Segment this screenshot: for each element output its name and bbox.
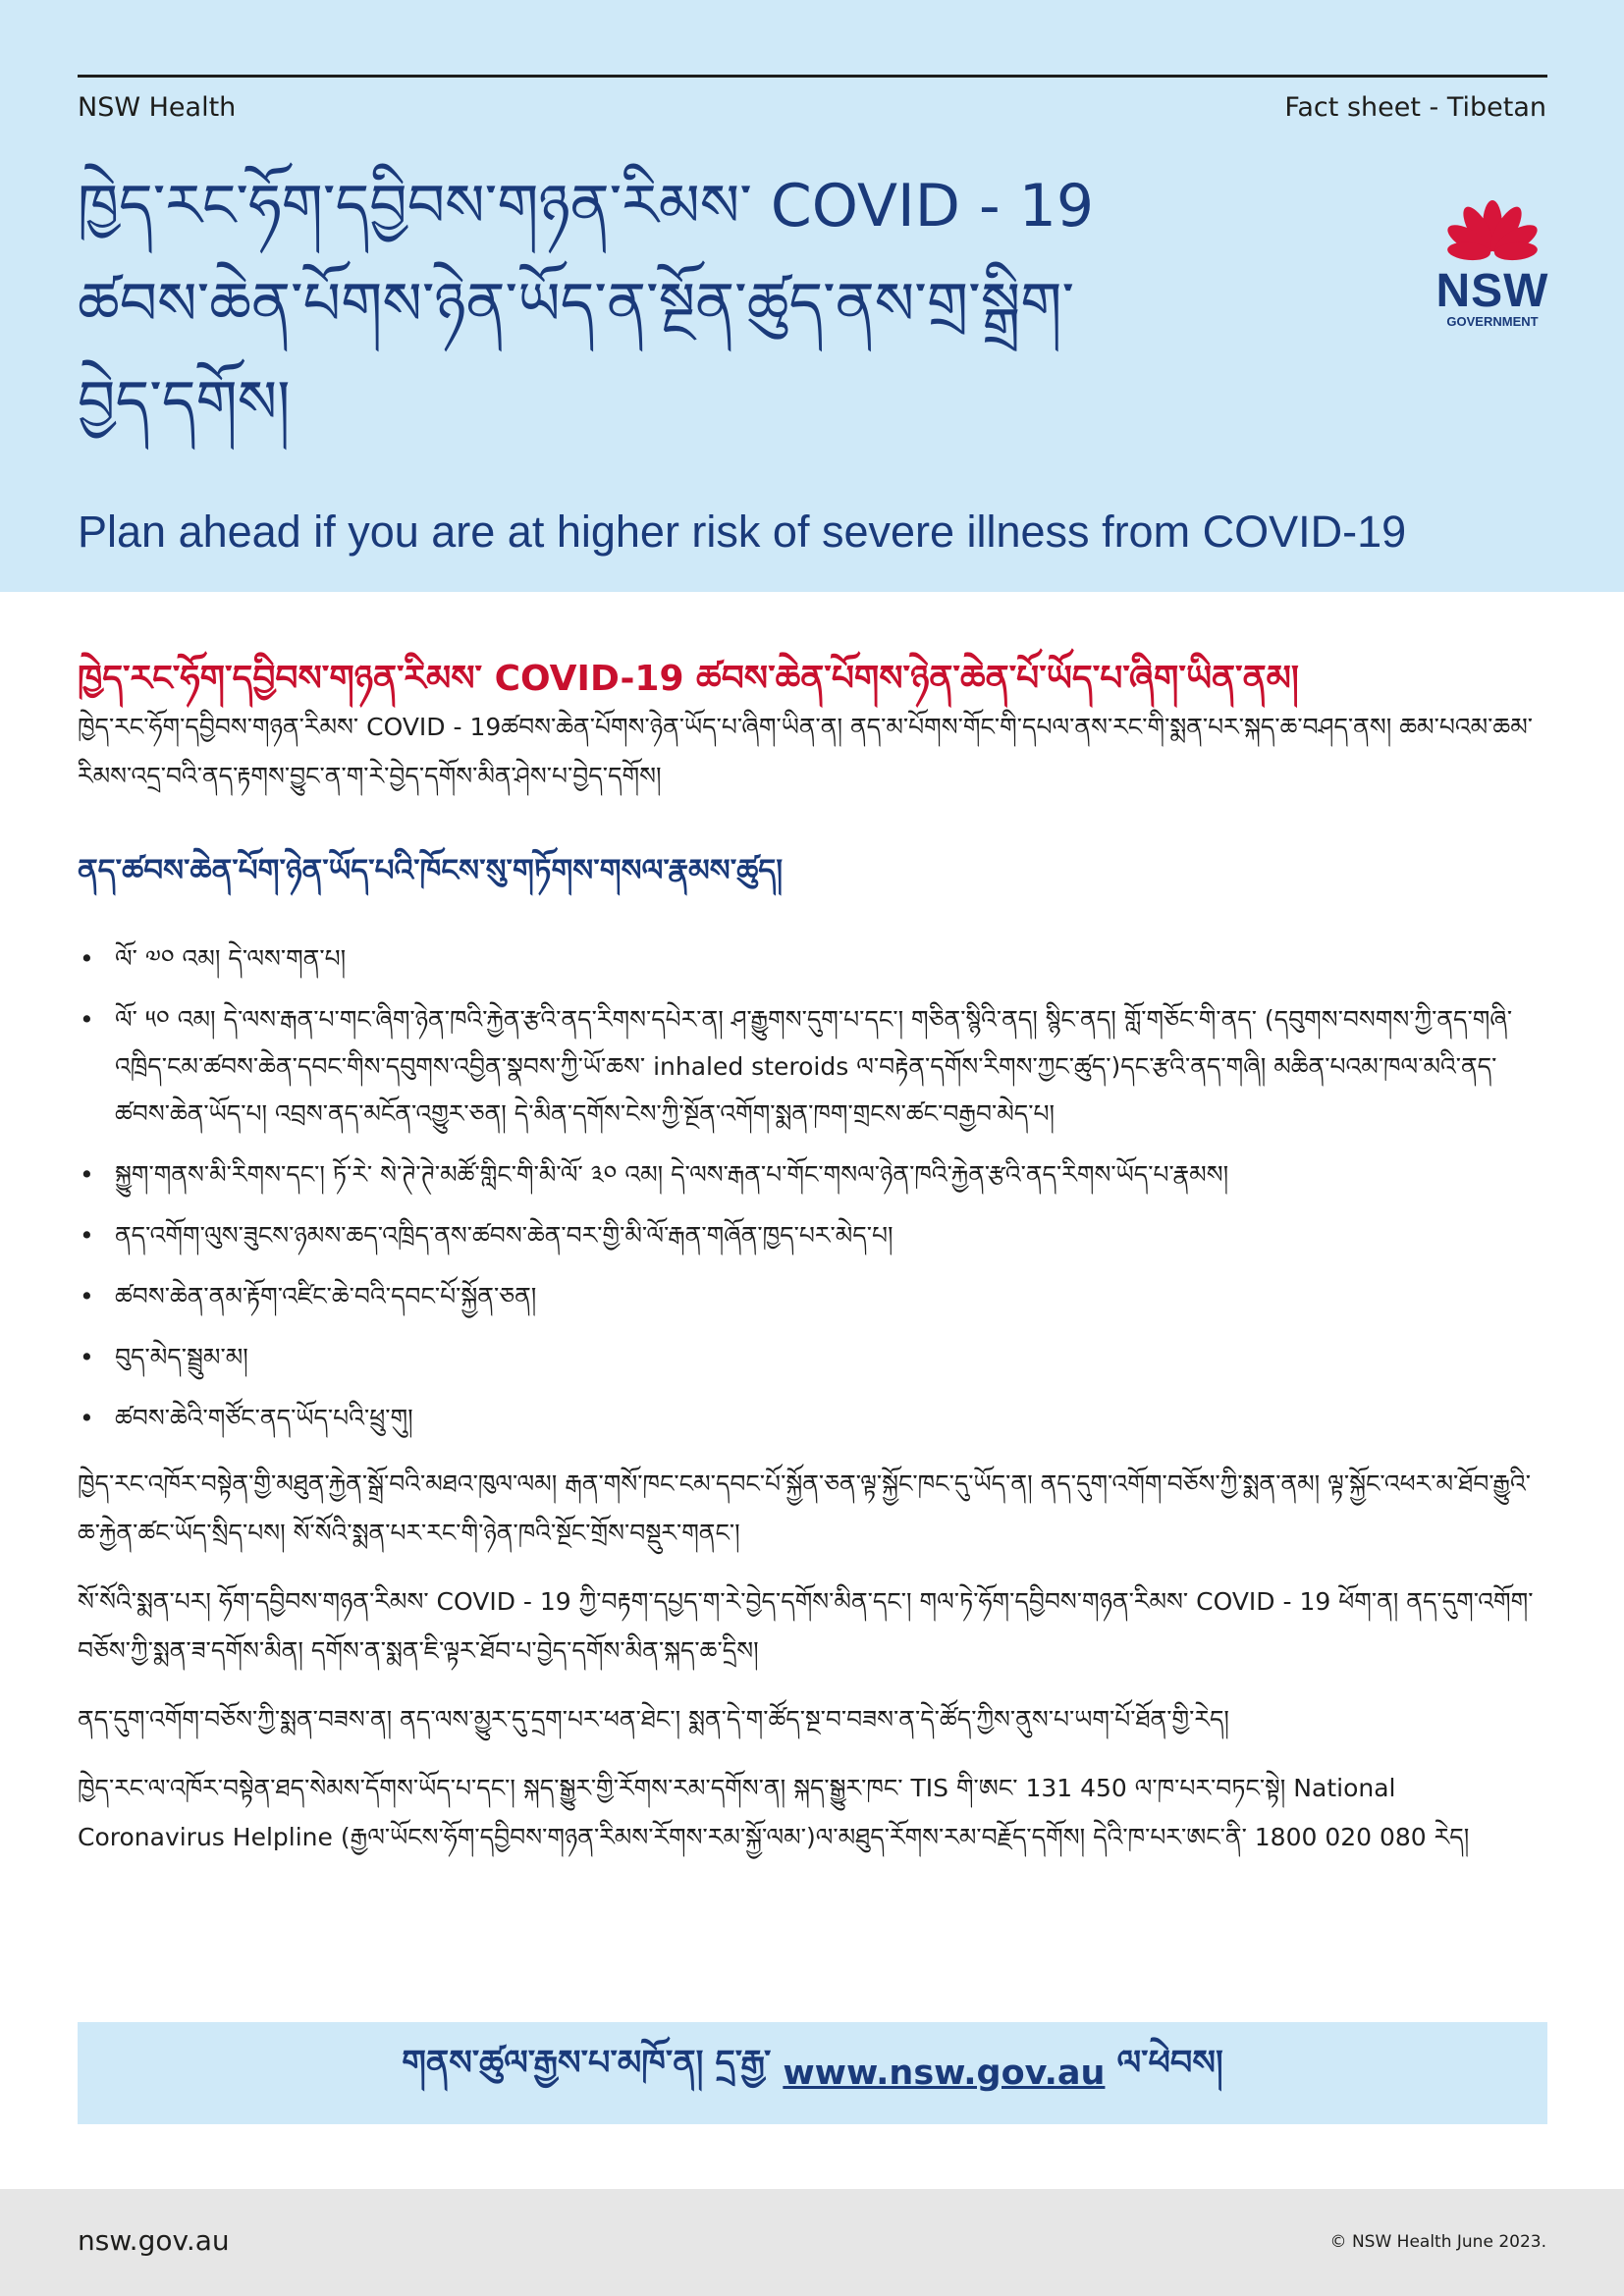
intro-paragraph: ཁྱེད་རང་ཧོག་དབྱིབས་གཉན་རིམས་ COVID - 19ཚབས་ཆེན་པོགས་ཉེན་ཡོད་པ་ཞིག་ཡིན་ན། ནད་མ་པོགས་གོང་གི་དཔལ་ནས་རང་གི་སྨན་པར་སྐད་ཆ་བཤད་ནས། ཆམ་པའམ་ཆམ་རིམས་འདྲ་བའི་ནད་རྟགས་བྱུང་ན་ག་རེ་བྱེད་དགོས་མིན་ཤེས་པ་བྱེད་དགོས། (78, 713, 1533, 790)
list-item: • ལོ་ ༧༠ འམ། དེ་ལས་གན་པ། (78, 935, 1547, 983)
logo-wordmark: NSW (1435, 265, 1549, 317)
info-prefix: གནས་ཚུལ་རྒྱས་པ་མཁོ་ན། དྲ་རྒྱ་ (402, 2044, 772, 2083)
help-paragraph: ཁྱེད་རང་ལ་འཁོར་བསྟེན་ཐད་སེམས་དོགས་ཡོད་པ་དང་། སྐད་སྒྱུར་གྱི་རོགས་རམ་དགོས་ན། སྐད་སྒྱུར་ཁང་ TIS གི་ཨང་ 131 450 ལ་ཁ་པར་བཏང་སྟེ། National Coronavirus Helpline (རྒྱལ་ཡོངས་ཧོག་དབྱིབས་གཉན་རིམས་རོགས་རམ་སྐྱོ་ལམ་)ལ་མཐུད་རོགས་རམ་བརྗོད་དགོས། དེའི་ཁ་པར་ཨང་ནི་ 1800 020 080 རེད། (78, 1774, 1470, 1851)
footer-site-link[interactable]: nsw.gov.au (78, 2224, 230, 2257)
page-title (78, 157, 1354, 452)
footer (0, 2189, 1624, 2296)
info-suffix: ལ་ཕེབས། (1116, 2044, 1223, 2083)
list-item: • ཚབས་ཆེའི་གཙོང་ནད་ཡོད་པའི་ཕྲུ་གུ། (78, 1395, 1547, 1442)
title-line-2: ཚབས་ཆེན་པོགས་ཉེན་ཡོད་ན་སྔོན་ཚུད་ནས་གྲ་སྒྲིག་ (78, 270, 1075, 339)
waratah-icon (1434, 196, 1551, 267)
care-paragraph: ཁྱེད་རང་འཁོར་བསྟེན་གྱི་མཐུན་རྐྱེན་སྒྲོ་བའི་མཐའ་ཁུལ་ལམ། རྒན་གསོ་ཁང་ངམ་དབང་པོ་སྐྱོན་ཅན་ལྟ་སྐྱོང་ཁང་དུ་ཡོད་ན། ནད་དུག་འགོག་བཅོས་ཀྱི་སྨན་ནམ། ལྟ་སྐྱོང་འཕར་མ་ཐོབ་རྒྱུའི་ཆ་རྐྱེན་ཚང་ཡོད་སྲིད་པས། སོ་སོའི་སྨན་པར་རང་གི་ཉེན་ཁའི་སྔོང་གྲོས་བསྡུར་གནང་། (78, 1469, 1531, 1547)
risk-groups-list (78, 935, 1547, 1442)
main-content (78, 703, 1547, 1882)
list-item: • བུད་མེད་སྦྲུམ་མ། (78, 1334, 1547, 1381)
section-heading: ཁྱེད་རང་ཧོག་དབྱིབས་གཉན་རིམས་ COVID-19 ཚབས་ཆེན་པོགས་ཉེན་ཆེན་པོ་ཡོད་པ་ཞིག་ཡིན་ནམ། (78, 659, 1299, 699)
prescribe-paragraph: ནད་དུག་འགོག་བཅོས་ཀྱི་སྨན་བཟས་ན། ནད་ལས་མྱུར་དུ་དྲག་པར་ཕན་ཐེང་། སྨན་དེ་ག་ཚོད་སྔ་བ་བཟས་ན་དེ་ཚོད་ཀྱིས་ནུས་པ་ཡག་པོ་ཐོན་གྱི་རེད། (78, 1705, 1229, 1734)
list-item: • སྐྱུག་གནས་མི་རིགས་དང་། ཏོ་རེ་ སེ་ཊེ་ཊེ་མཚོ་གླིང་གི་མི་ལོ་ ༣༠ འམ། དེ་ལས་རྒན་པ་གོང་གསལ་ཉེན་ཁའི་རྐྱེན་རྩའི་ནད་རིགས་ཡོད་པ་རྣམས། (78, 1151, 1547, 1199)
page-subtitle: Plan ahead if you are at higher risk of severe illness from COVID-19 (78, 507, 1407, 557)
list-item: • ཚབས་ཆེན་ནམ་རྟོག་འཛིང་ཆེ་བའི་དབང་པོ་སྐྱོན་ཅན། (78, 1273, 1547, 1320)
title-line-3: བྱེད་དགོས། (78, 368, 291, 437)
nsw-website-link[interactable]: www.nsw.gov.au (783, 2054, 1106, 2093)
list-item: • ནད་འགོག་ལུས་ཟུངས་ཉམས་ཆད་འཁྲིད་ནས་ཚབས་ཆེན་བར་གྱི་མི་ལོ་རྒན་གཞོན་ཁྱད་པར་མེད་པ། (78, 1212, 1547, 1259)
logo-subtext: GOVERNMENT (1446, 314, 1539, 329)
top-rule (78, 75, 1547, 78)
more-info-box (78, 2022, 1547, 2124)
risk-groups-heading: ནད་ཚབས་ཆེན་པོག་ཉེན་ཡོད་པའི་ཁོངས་སུ་གཏོགས་གསལ་རྣམས་ཚུད། (78, 853, 784, 888)
footer-copyright: © NSW Health June 2023. (1329, 2232, 1546, 2252)
header-banner (0, 0, 1624, 592)
doctor-paragraph: སོ་སོའི་སྨན་པར། ཧོག་དབྱིབས་གཉན་རིམས་ COVID - 19 ཀྱི་བརྟག་དཔྱད་ག་རེ་བྱེད་དགོས་མིན་དང་། གལ་ཏེ་ཧོག་དབྱིབས་གཉན་རིམས་ COVID - 19 ཕོག་ན། ནད་དུག་འགོག་བཅོས་ཀྱི་སྨན་ཟ་དགོས་མིན། དགོས་ན་སྨན་ཇི་ལྟར་ཐོབ་པ་བྱེད་དགོས་མིན་སྐད་ཆ་དྲིས། (78, 1587, 1534, 1665)
org-name: NSW Health (78, 92, 237, 123)
title-line-1: ཁྱེད་རང་ཧོག་དབྱིབས་གཉན་རིམས་ COVID - 19 (78, 172, 1095, 240)
list-item: • ལོ་ ༥༠ འམ། དེ་ལས་རྒན་པ་གང་ཞིག་ཉེན་ཁའི་རྐྱེན་རྩའི་ནད་རིགས་དཔེར་ན། ཤ་རྒྱུགས་དུག་པ་དང་། གཅིན་སྙིའི་ནད། སྙིང་ནད། གློ་གཅོང་གི་ནད་ (དབུགས་བསགས་ཀྱི་ནད་གཞི་འཁྲིད་ངམ་ཚབས་ཆེན་དབང་གིས་དབུགས་འབྱིན་སྣབས་ཀྱི་ཡོ་ཆས་ inhaled steroids ལ་བརྟེན་དགོས་རིགས་ཀྱང་ཚུད་)དང་རྩའི་ནད་གཞི། མཆིན་པའམ་ཁལ་མའི་ནད་ཚབས་ཆེན་ཡོད་པ། འབྲས་ནད་མངོན་འགྱུར་ཅན། དེ་མིན་དགོས་ངེས་ཀྱི་སྔོན་འགོག་སྨན་ཁག་གྲངས་ཚང་བརྒྱབ་མེད་པ། (78, 996, 1547, 1138)
nsw-government-logo (1434, 196, 1551, 329)
sheet-type-label: Fact sheet - Tibetan (1284, 92, 1546, 123)
